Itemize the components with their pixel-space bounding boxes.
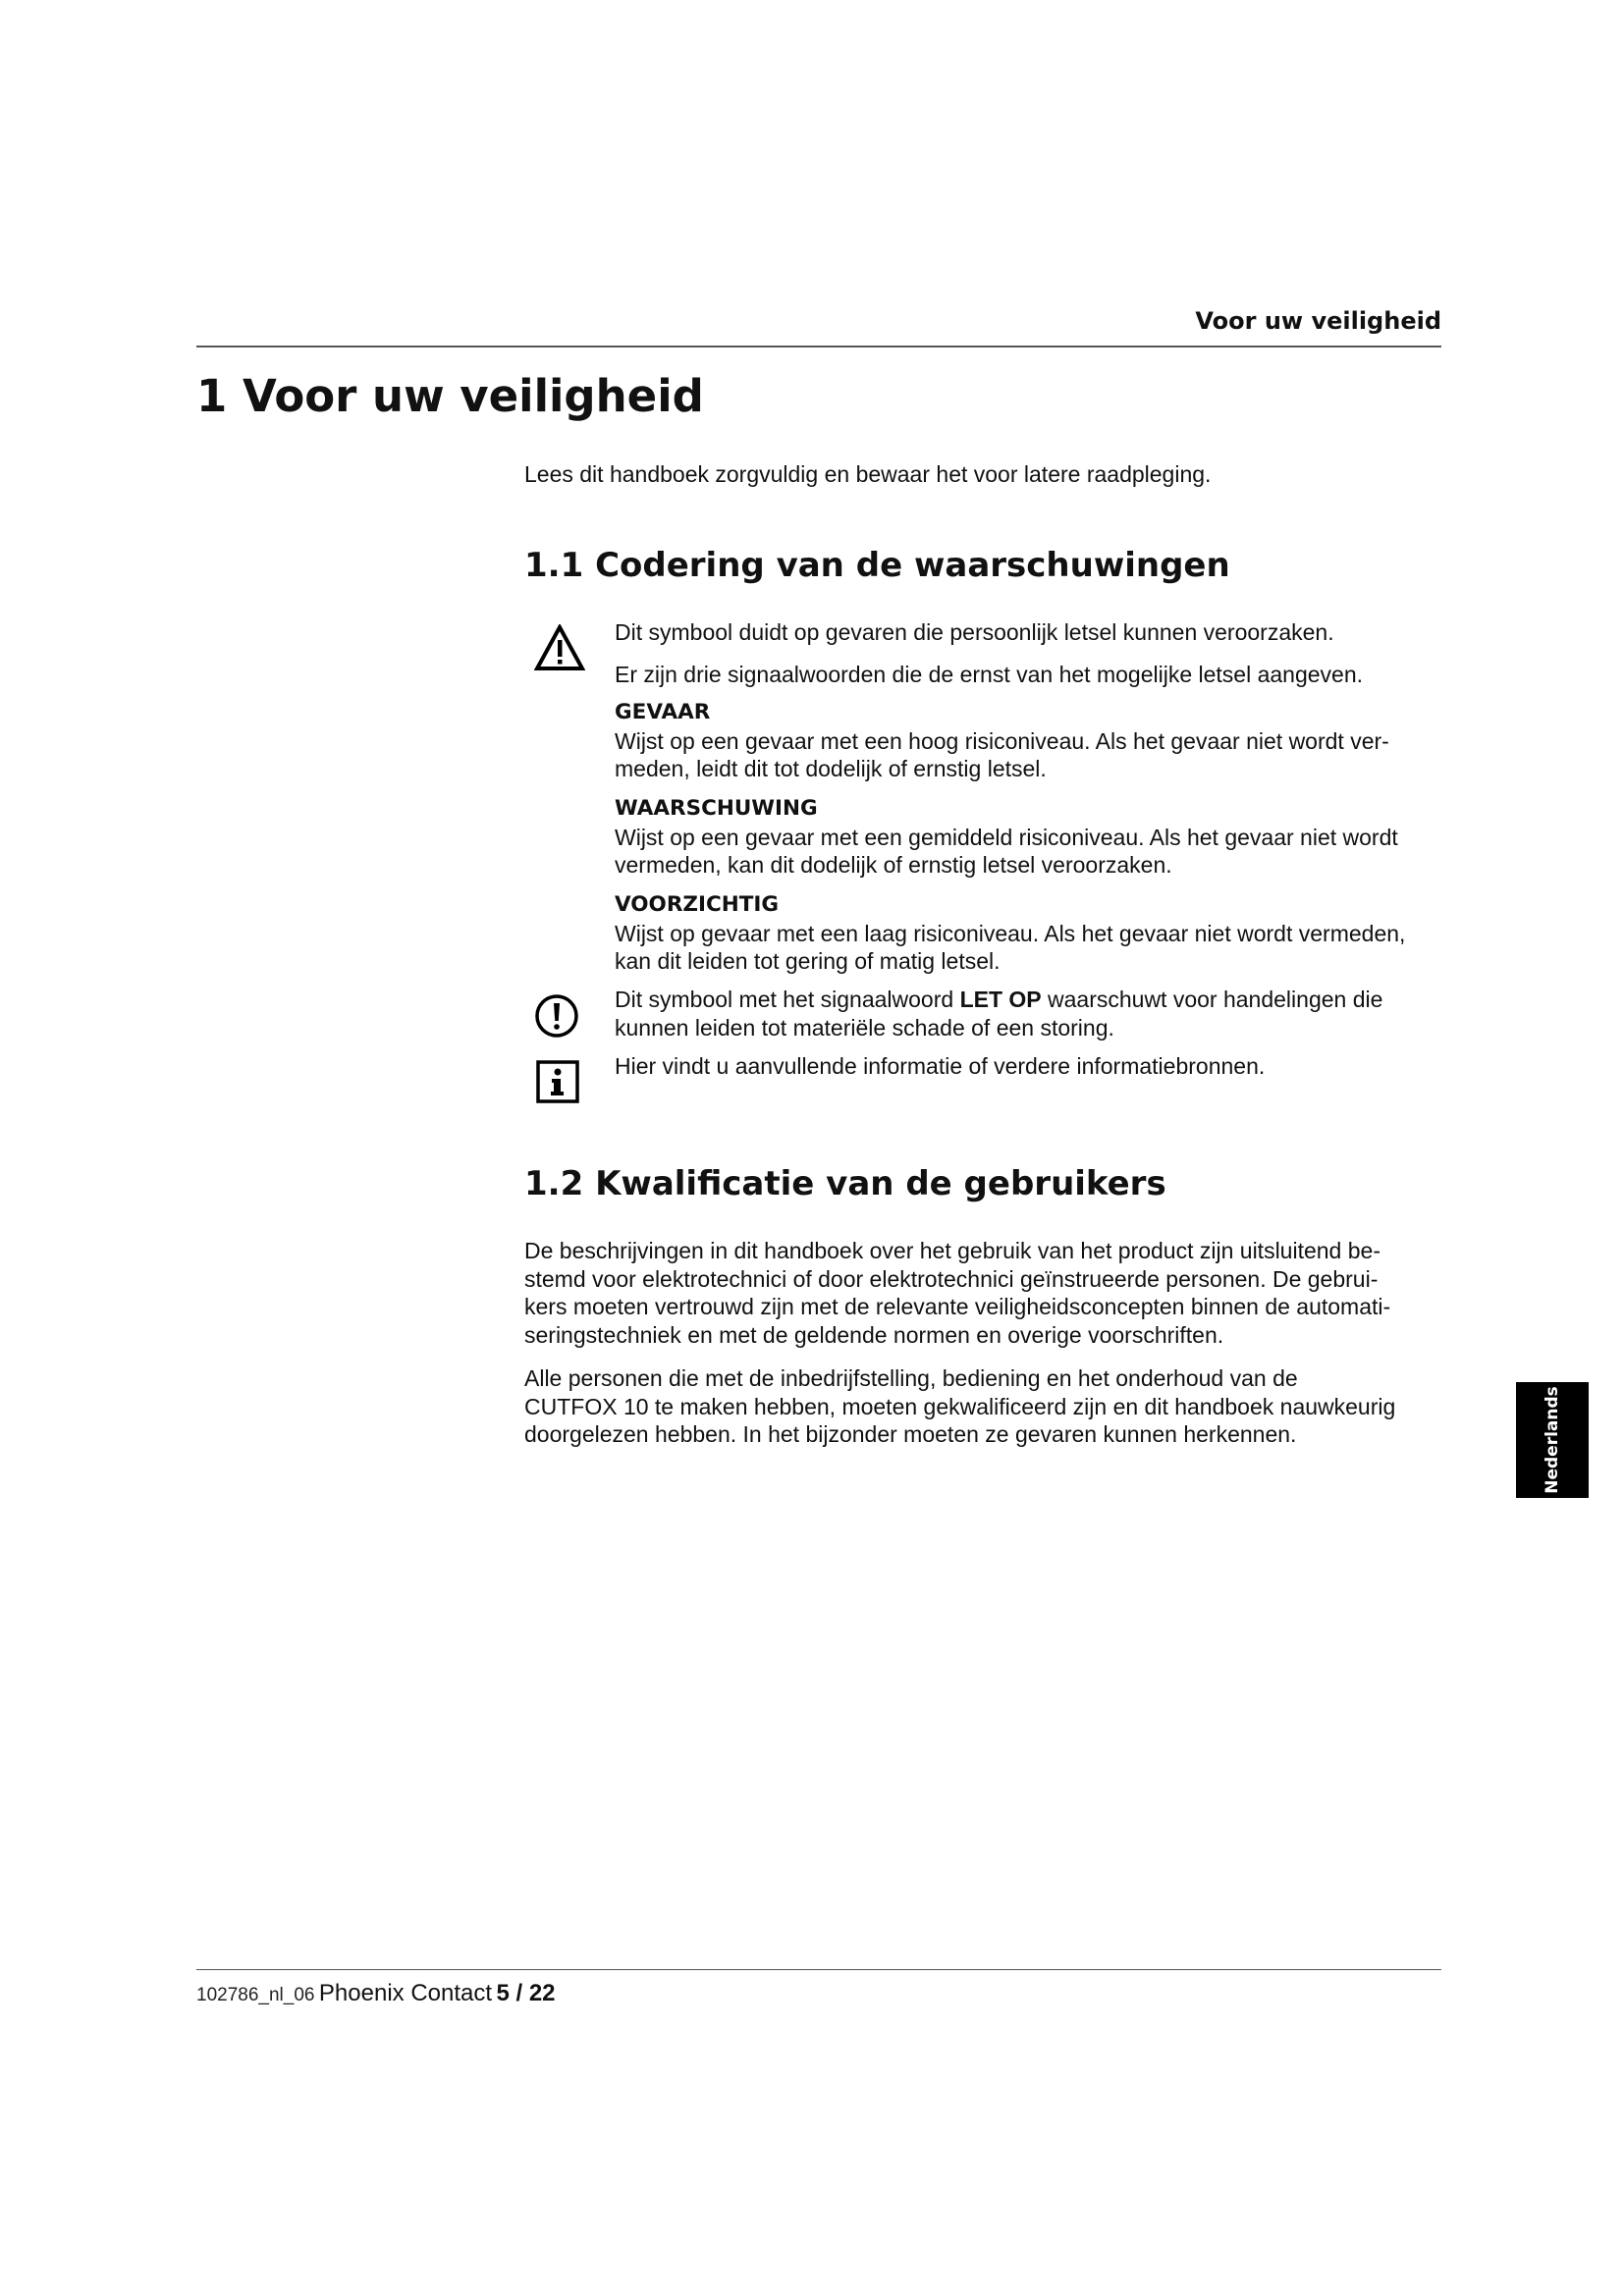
info-text: Hier vindt u aanvullende informatie of verdere informatiebronnen. (615, 1053, 1266, 1079)
chapter-intro: Lees dit handboek zorgvuldig en bewaar het voor latere raadpleging. (524, 461, 1212, 487)
warning-triangle-icon (534, 624, 585, 671)
qualification-paragraph-1 (524, 1237, 1441, 1349)
notice-line1 (615, 986, 1439, 1014)
qualification-p2-line1: Alle personen die met de inbedrijfstelling, bediening en het onderhoud van de (524, 1365, 1298, 1391)
signal-desc-danger-line2: meden, leidt dit tot dodelijk of ernstig letsel. (615, 756, 1047, 781)
notice-suffix: waarschuwt voor handelingen die (1041, 987, 1383, 1012)
qualification-paragraph-2 (524, 1364, 1441, 1449)
info-icon (536, 1060, 579, 1103)
header-rule (196, 346, 1441, 347)
qualification-p2-line3: doorgelezen hebben. In het bijzonder moeten ze gevaren kunnen herkennen. (524, 1421, 1297, 1447)
warning-symbol-text: Dit symbool duidt op gevaren die persoonlijk letsel kunnen veroorzaken. (615, 619, 1334, 645)
notice-prefix: Dit symbool met het signaalwoord (615, 987, 960, 1012)
signal-name-danger: GEVAAR (615, 700, 711, 724)
footer-company: Phoenix Contact (318, 1980, 493, 2006)
section-title-qualification: 1.2 Kwalificatie van de gebruikers (524, 1164, 1166, 1203)
signal-danger (615, 699, 1439, 783)
footer-doc-id: 102786_nl_06 (196, 1985, 315, 2005)
running-head: Voor uw veiligheid (1195, 307, 1441, 335)
signal-desc-caution-line2: kan dit leiden tot gering of matig letsel. (615, 948, 1001, 974)
notice-line2: kunnen leiden tot materiële schade of een storing. (615, 1014, 1114, 1041)
signal-name-warning: WAARSCHUWING (615, 796, 818, 821)
signal-warning (615, 795, 1439, 880)
footer-page-number: 5 / 22 (496, 1980, 556, 2006)
signal-caution (615, 891, 1439, 976)
qualification-p1-line2: stemd voor elektrotechnici of door elektrotechnici geïnstrueerde personen. De gebrui- (524, 1265, 1379, 1292)
section-title-warnings: 1.1 Codering van de waarschuwingen (524, 546, 1230, 585)
chapter-title: 1 Voor uw veiligheid (196, 370, 704, 422)
qualification-p1-line4: seringstechniek en met de geldende normen en overige voorschriften. (524, 1321, 1224, 1348)
qualification-p2-line2: CUTFOX 10 te maken hebben, moeten gekwalificeerd zijn en dit handboek nauwkeurig (524, 1393, 1396, 1419)
signal-desc-danger-line1: Wijst op een gevaar met een hoog risiconiveau. Als het gevaar niet wordt ver- (615, 727, 1389, 754)
signal-name-caution: VOORZICHTIG (615, 892, 780, 917)
notice-keyword: LET OP (959, 987, 1042, 1012)
qualification-p1-line1: De beschrijvingen in dit handboek over het gebruik van het product zijn uitsluitend be- (524, 1238, 1380, 1263)
notice-block (615, 986, 1439, 1041)
language-tab-label: Nederlands (1543, 1386, 1562, 1494)
footer (196, 1979, 556, 2011)
signal-desc-warning-line1: Wijst op een gevaar met een gemiddeld risiconiveau. Als het gevaar niet wordt (615, 824, 1398, 850)
signal-words-intro: Er zijn drie signaalwoorden die de ernst van het mogelijke letsel aangeven. (615, 661, 1364, 687)
language-tab (1516, 1382, 1589, 1498)
footer-rule (196, 1969, 1441, 1970)
qualification-p1-line3: kers moeten vertrouwd zijn met de relevante veiligheidsconcepten binnen de automati- (524, 1294, 1391, 1319)
warning-symbol-block (615, 618, 1439, 688)
signal-desc-caution-line1: Wijst op gevaar met een laag risiconiveau. Als het gevaar niet wordt vermeden, (615, 920, 1406, 946)
notice-exclamation-icon (534, 993, 579, 1039)
signal-desc-warning-line2: vermeden, kan dit dodelijk of ernstig letsel veroorzaken. (615, 852, 1172, 878)
